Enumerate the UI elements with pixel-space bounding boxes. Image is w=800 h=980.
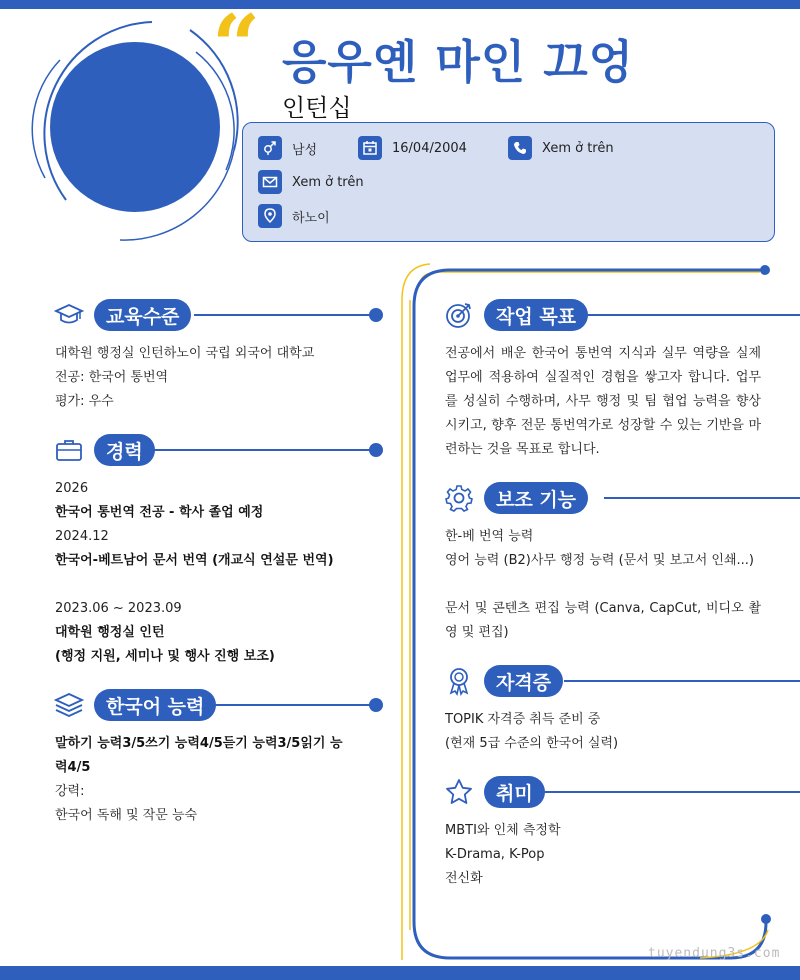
graduation-cap-icon	[54, 300, 84, 330]
location-icon	[258, 204, 282, 228]
contact-gender	[258, 136, 317, 160]
hobby-line: MBTI와 인체 측정학	[445, 823, 561, 838]
contact-info-box	[242, 122, 775, 242]
avatar	[50, 42, 220, 212]
skill-line: 한-베 번역 능력	[445, 529, 534, 544]
skill-line: 문서 및 콘텐츠 편집 능력 (Canva, CapCut, 비디오 촬영 및 편집)	[445, 601, 761, 640]
korean-scores: 말하기 능력3/5쓰기 능력4/5듣기 능력3/5읽기 능력4/5	[55, 736, 343, 775]
address-value: 하노이	[292, 210, 330, 226]
certificates-section-header	[444, 664, 800, 698]
experience-section-header	[54, 433, 384, 467]
certificates-title: 자격증	[484, 665, 563, 697]
certificate-line: TOPIK 자격증 취득 준비 중	[445, 712, 601, 727]
watermark: tuyendung3s.com	[648, 946, 781, 961]
experience-date: 2026	[55, 481, 89, 496]
candidate-name: 응우옌 마인 끄엉	[282, 35, 635, 89]
korean-strength: 한국어 독해 및 작문 능숙	[55, 808, 198, 823]
experience-role: 한국어-베트남어 문서 번역 (개교식 연설문 번역)	[55, 553, 334, 568]
briefcase-icon	[54, 435, 84, 465]
email-value: Xem ở trên	[292, 174, 364, 190]
star-icon	[444, 777, 474, 807]
experience-role: 한국어 통번역 전공 - 학사 졸업 예정	[55, 505, 264, 520]
hobby-line: K-Drama, K-Pop	[445, 847, 545, 862]
experience-date: 2023.06 ~ 2023.09	[55, 601, 182, 616]
experience-detail: (행정 지원, 세미나 및 행사 진행 보조)	[55, 649, 275, 664]
education-line: 평가: 우수	[55, 394, 114, 409]
hobbies-title: 취미	[484, 776, 545, 808]
phone-value: Xem ở trên	[542, 140, 614, 156]
birthdate-value: 16/04/2004	[392, 140, 467, 156]
award-icon	[444, 666, 474, 696]
layers-icon	[54, 690, 84, 720]
certificate-line: (현재 5급 수준의 한국어 실력)	[445, 736, 619, 751]
objective-title: 작업 목표	[484, 299, 588, 331]
experience-role: 대학원 행정실 인턴	[55, 625, 165, 640]
skills-section-header	[444, 481, 800, 515]
korean-title: 한국어 능력	[94, 689, 216, 721]
hobby-line: 전신화	[445, 871, 483, 886]
gender-icon	[258, 136, 282, 160]
hobbies-section-header	[444, 775, 800, 809]
korean-strength-label: 강력:	[55, 784, 85, 799]
contact-birthdate	[358, 136, 467, 160]
gear-icon	[444, 483, 474, 513]
email-icon	[258, 170, 282, 194]
bottom-accent-bar	[0, 966, 800, 980]
gender-value: 남성	[292, 142, 318, 158]
phone-icon	[508, 136, 532, 160]
korean-section-header	[54, 688, 384, 722]
skills-title: 보조 기능	[484, 482, 588, 514]
education-title: 교육수준	[94, 299, 191, 331]
target-icon	[444, 300, 474, 330]
quote-mark-decoration: “	[212, 0, 261, 95]
contact-address	[258, 204, 330, 228]
education-section-header	[54, 298, 384, 332]
calendar-icon	[358, 136, 382, 160]
experience-date: 2024.12	[55, 529, 109, 544]
objective-text: 전공에서 배운 한국어 통번역 지식과 실무 역량을 실제 업무에 적용하여 실질적인 경험을 쌓고자 합니다. 업무를 성실히 수행하며, 사무 행정 및 팀 협업 능력을 향상시키고, 향후 전문 통번역가로 성장할 수 있는 기반을 마련하는 것을 목표로 합니다.	[445, 346, 761, 457]
education-line: 대학원 행정실 인턴하노이 국립 외국어 대학교	[55, 346, 315, 361]
contact-phone	[508, 136, 614, 160]
job-title: 인턴십	[282, 94, 352, 122]
education-line: 전공: 한국어 통번역	[55, 370, 169, 385]
contact-email	[258, 170, 364, 194]
skill-line: 영어 능력 (B2)사무 행정 능력 (문서 및 보고서 인쇄...)	[445, 553, 754, 568]
experience-title: 경력	[94, 434, 155, 466]
objective-section-header	[444, 298, 800, 332]
